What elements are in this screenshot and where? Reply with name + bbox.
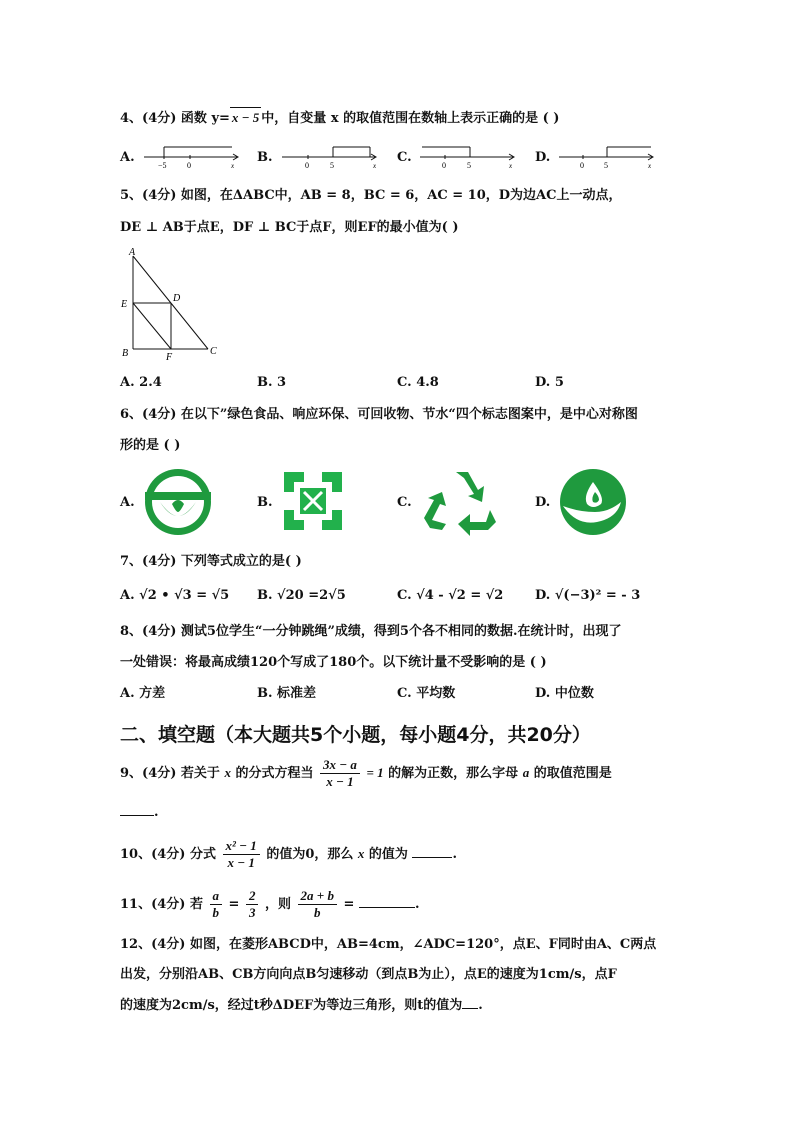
q4-d-x: x <box>648 162 652 170</box>
q5-triangle-figure <box>118 246 228 366</box>
q7-c-expr: √4 - √2 = √2 <box>416 588 504 603</box>
q7-option-d: D. √(−3)² = - 3 <box>535 588 641 603</box>
q8-option-d: D. 中位数 <box>535 686 594 701</box>
q4-option-a-numberline <box>142 143 242 171</box>
q5-label-d: D <box>173 293 181 304</box>
q11-stem: 11、(4分) 若 $\frac{a}{b}$ = $\frac{2}{3}$ ，则 $\frac{2a + b}{b}$ = . <box>120 888 420 920</box>
q8-option-b: B. 标准差 <box>257 686 317 701</box>
recycle-logo-icon <box>420 466 500 536</box>
q4-option-a-label: A. <box>120 150 135 165</box>
q12-line-2: 出发，分别沿AB、CB方向向点B匀速移动（到点B为止），点E的速度为1cm/s，点F <box>120 967 617 982</box>
q4-option-d-numberline <box>557 143 657 171</box>
q5-label-e: E <box>121 299 128 310</box>
q9-fraction: $\frac{3x - a}{x - 1}$ <box>320 757 360 790</box>
q5-label-a: A <box>129 247 136 258</box>
q7-a-expr: √2 • √3 = √5 <box>139 588 230 603</box>
q11-value-fraction: $\frac{2}{3}$ <box>246 888 259 921</box>
q9-answer-blank[interactable] <box>120 815 154 816</box>
q4-option-c-label: C. <box>397 150 412 165</box>
q10-fraction: $\frac{\text{x² − 1}}{x - 1}$ <box>223 838 260 871</box>
q4-option-b-label: B. <box>257 150 273 165</box>
q6-line-1: 6、(4分) 在以下”绿色食品、响应环保、可回收物、节水“四个标志图案中，是中心对称图 <box>120 407 638 422</box>
environment-logo-icon <box>280 468 346 534</box>
q5-option-c: C. 4.8 <box>397 375 439 390</box>
q5-line-2: DE ⊥ AB于点E，DF ⊥ BC于点F，则EF的最小值为( ) <box>120 220 459 235</box>
q7-option-b: B. √20 =2√5 <box>257 588 346 603</box>
q4-c-tick-1: 0 <box>442 161 446 170</box>
q5-label-f: F <box>166 352 173 363</box>
q10-answer-blank[interactable] <box>412 857 452 858</box>
q4-stem: 4、(4分) 函数 y= x − 5 中，自变量 x 的取值范围在数轴上表示正确的是 ( ) <box>120 107 559 129</box>
q9-stem: 9、(4分) 若关于 x 的分式方程当 $\frac{3x - a}{x - 1}$ = 1 的解为正数，那么字母 a 的取值范围是 <box>120 757 612 789</box>
q5-label-b: B <box>122 348 129 359</box>
q4-b-tick-1: 0 <box>305 161 309 170</box>
green-food-logo-icon <box>142 466 214 538</box>
q4-b-x: x <box>373 162 377 170</box>
q7-d-expr: √(−3)² = - 3 <box>554 588 641 603</box>
q8-line-2: 一处错误：将最高成绩120个写成了180个。以下统计量不受影响的是 ( ) <box>120 655 547 670</box>
q4-b-tick-2: 5 <box>330 161 334 170</box>
q7-option-a: A. √2 • √3 = √5 <box>120 588 230 603</box>
q12-line-3: 的速度为2cm/s，经过t秒ΔDEF为等边三角形，则t的值为 . <box>120 998 483 1013</box>
q8-option-c: C. 平均数 <box>397 686 456 701</box>
q4-option-d-label: D. <box>535 150 551 165</box>
q4-a-tick-1: −5 <box>158 161 167 170</box>
section-2-title: 二、填空题（本大题共5个小题，每小题4分，共20分） <box>120 724 591 746</box>
q12-line-1: 12、(4分) 如图，在菱形ABCD中，AB=4cm，∠ADC=120°，点E、F同时由A、C两点 <box>120 937 657 952</box>
q11-expression-fraction: $\frac{2a + b}{b}$ <box>298 888 337 921</box>
q7-option-c: C. √4 - √2 = √2 <box>397 588 504 603</box>
q6-option-d-label: D. <box>535 495 551 510</box>
q6-line-2: 形的是 ( ) <box>120 438 181 453</box>
q5-option-d: D. 5 <box>535 375 564 390</box>
water-saving-logo-icon <box>557 466 629 538</box>
q12-answer-blank[interactable] <box>462 1008 478 1009</box>
q4-option-b-numberline <box>280 143 380 171</box>
q7-stem: 7、(4分) 下列等式成立的是( ) <box>120 554 302 569</box>
q4-d-tick-2: 5 <box>604 161 608 170</box>
q4-option-c-numberline <box>418 143 518 171</box>
q8-line-1: 8、(4分) 测试5位学生“一分钟跳绳”成绩，得到5个各不相同的数据.在统计时，出现了 <box>120 624 622 639</box>
q4-a-tick-2: 0 <box>187 161 191 170</box>
q4-a-x: x <box>231 162 235 170</box>
q11-ratio-fraction: $\frac{a}{b}$ <box>210 888 223 921</box>
q8-option-a: A. 方差 <box>120 686 166 701</box>
q4-c-x: x <box>509 162 513 170</box>
q6-option-a-label: A. <box>120 495 135 510</box>
q4-radical: x − 5 <box>230 107 261 128</box>
q5-label-c: C <box>210 346 217 357</box>
q11-answer-blank[interactable] <box>359 907 415 908</box>
q6-option-c-label: C. <box>397 495 412 510</box>
q10-stem: 10、(4分) 分式 $\frac{\text{x² − 1}}{x - 1}$ 的值为0，那么 x 的值为 . <box>120 838 457 870</box>
q5-line-1: 5、(4分) 如图，在ΔABC中，AB = 8，BC = 6，AC = 10，D为边AC上一动点， <box>120 188 622 203</box>
q6-option-b-label: B. <box>257 495 273 510</box>
q4-c-tick-2: 5 <box>467 161 471 170</box>
q5-option-b: B. 3 <box>257 375 287 390</box>
q7-b-expr: √20 =2√5 <box>277 588 346 603</box>
q9-answer-line: . <box>120 803 159 823</box>
q4-d-tick-1: 0 <box>580 161 584 170</box>
q5-option-a: A. 2.4 <box>120 375 162 390</box>
